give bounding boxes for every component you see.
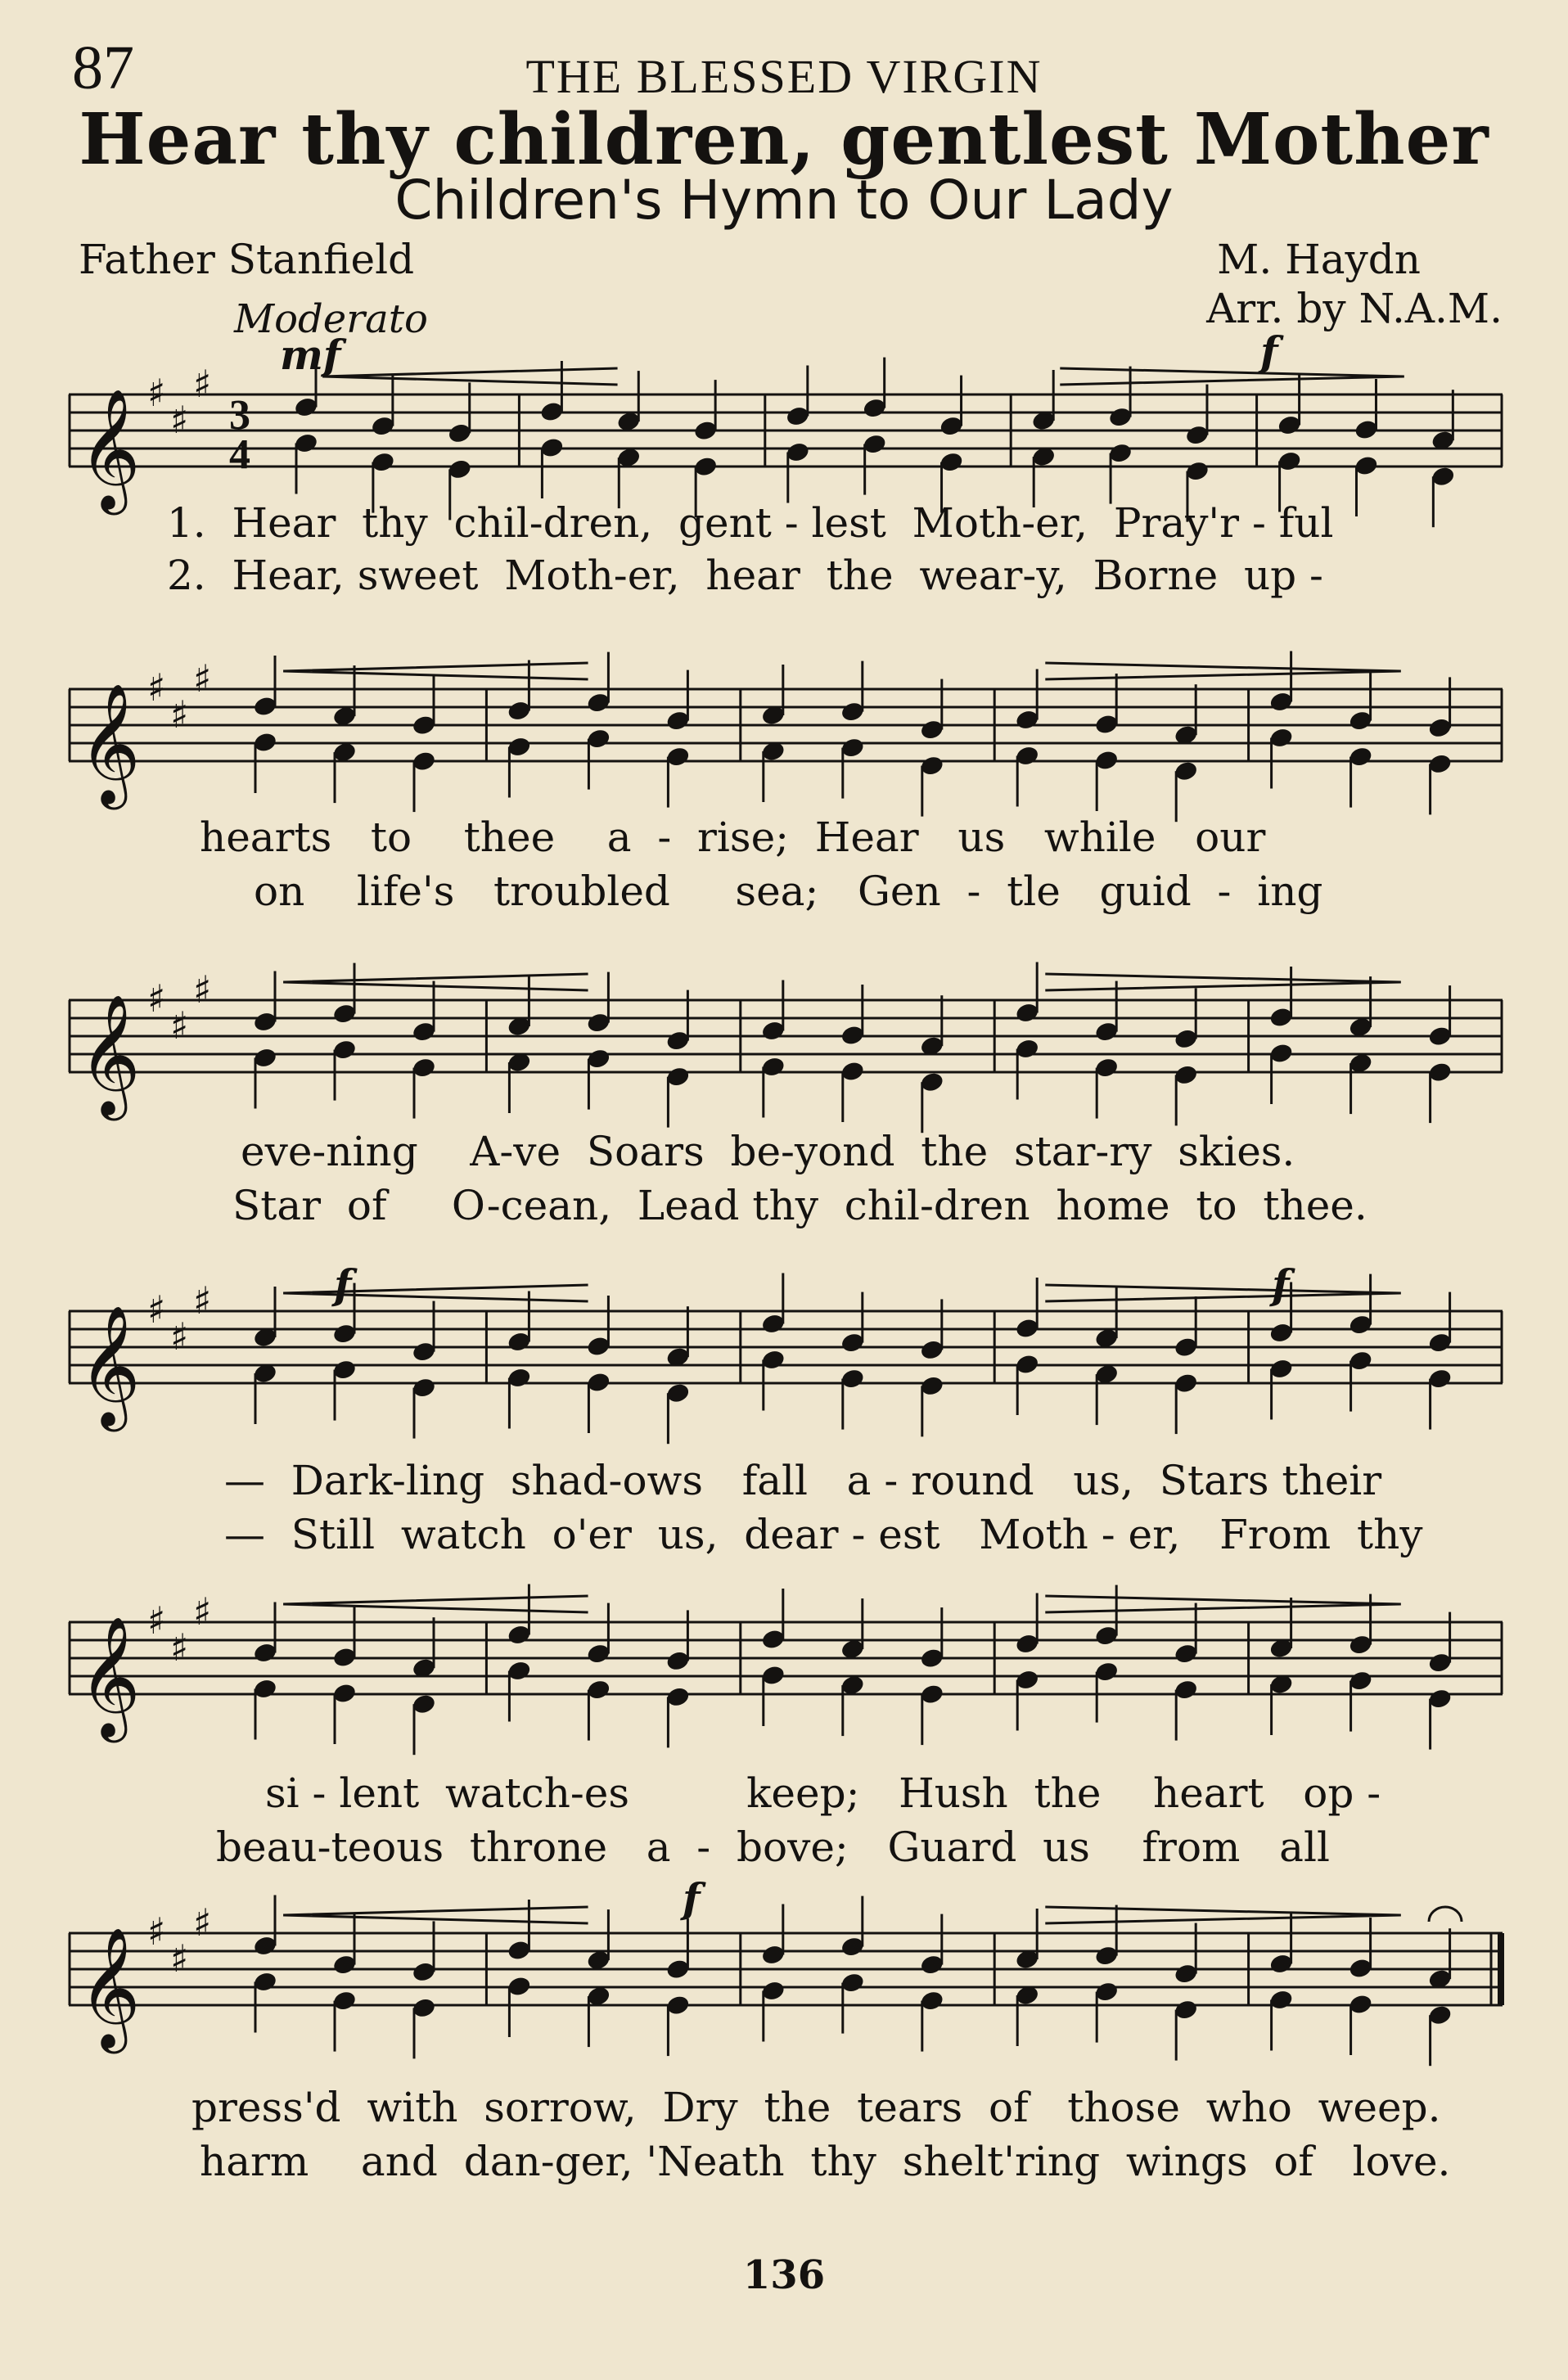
sharp-icon: ♯ xyxy=(193,1278,212,1323)
decrescendo-hairpin-icon xyxy=(1060,368,1404,385)
time-signature-top: 3 xyxy=(229,392,250,439)
crescendo-hairpin-icon xyxy=(283,974,588,990)
lyric-line-verse-2: 2. Hear, sweet Moth-er, hear the wear-y, Borne up - xyxy=(167,552,1323,599)
crescendo-hairpin-icon xyxy=(283,1907,588,1923)
sharp-icon: ♯ xyxy=(170,398,189,442)
sharp-icon: ♯ xyxy=(170,1314,189,1359)
music-system-2 xyxy=(69,638,1503,917)
sharp-icon: ♯ xyxy=(147,371,166,415)
sharp-icon: ♯ xyxy=(147,1909,166,1954)
music-system-3 xyxy=(69,949,1503,1228)
treble-clef-icon: 𝄞 xyxy=(79,1927,141,2049)
crescendo-hairpin-icon xyxy=(283,663,588,679)
hymn-title: Hear thy children, gentlest Mother xyxy=(79,98,1489,181)
crescendo-hairpin-icon xyxy=(283,1596,588,1612)
lyric-line-verse-1: press'd with sorrow, Dry the tears of those who weep. xyxy=(191,2084,1441,2131)
hymn-number: 87 xyxy=(72,34,134,102)
sharp-icon: ♯ xyxy=(147,1598,166,1643)
dynamic-mf: mf xyxy=(280,331,341,379)
sharp-icon: ♯ xyxy=(193,967,212,1012)
arranger-credit: Arr. by N.A.M. xyxy=(1206,285,1503,332)
hymn-subtitle: Children's Hymn to Our Lady xyxy=(394,169,1174,232)
lyric-line-verse-1: eve-ning A-ve Soars be-yond the star-ry skies. xyxy=(241,1128,1295,1175)
dynamic-forte: f xyxy=(683,1874,701,1922)
sharp-icon: ♯ xyxy=(147,1287,166,1332)
category-heading: THE BLESSED VIRGIN xyxy=(525,50,1043,103)
lyric-line-verse-1: hearts to thee a - rise; Hear us while our xyxy=(200,814,1266,861)
decrescendo-hairpin-icon xyxy=(1045,1285,1401,1301)
music-system-1 xyxy=(69,344,1503,622)
sharp-icon: ♯ xyxy=(147,665,166,710)
decrescendo-hairpin-icon xyxy=(1045,1907,1401,1923)
tempo-marking: Moderato xyxy=(234,296,428,342)
sharp-icon: ♯ xyxy=(170,692,189,737)
lyric-line-verse-1: si - lent watch-es keep; Hush the heart op - xyxy=(265,1769,1381,1817)
lyric-line-verse-2: beau-teous throne a - bove; Guard us from all xyxy=(216,1823,1330,1871)
sharp-icon: ♯ xyxy=(193,656,212,701)
decrescendo-hairpin-icon xyxy=(1045,663,1401,679)
time-signature-bottom: 4 xyxy=(229,431,250,478)
crescendo-hairpin-icon xyxy=(322,368,617,385)
treble-clef-icon: 𝄞 xyxy=(79,388,141,510)
sharp-icon: ♯ xyxy=(193,1900,212,1945)
music-system-6 xyxy=(69,1882,1503,2193)
fermata-icon xyxy=(1429,1907,1462,1922)
staff-5 xyxy=(69,1571,1503,1768)
music-system-5 xyxy=(69,1571,1503,1871)
decrescendo-hairpin-icon xyxy=(1045,1596,1401,1612)
treble-clef-icon: 𝄞 xyxy=(79,683,141,805)
sharp-icon: ♯ xyxy=(147,976,166,1021)
lyric-line-verse-2: on life's troubled sea; Gen - tle guid - ing xyxy=(254,868,1323,915)
treble-clef-icon: 𝄞 xyxy=(79,994,141,1116)
dynamic-forte: f xyxy=(1272,1260,1290,1309)
staff-2 xyxy=(69,638,1503,835)
lyric-line-verse-1: — Dark-ling shad-ows fall a - round us, Stars their xyxy=(224,1457,1382,1504)
crescendo-hairpin-icon xyxy=(283,1285,588,1301)
staff-3 xyxy=(69,949,1503,1146)
staff-6 xyxy=(69,1882,1503,2079)
final-barline-thick xyxy=(1498,1933,1504,2005)
sharp-icon: ♯ xyxy=(170,1625,189,1670)
sharp-icon: ♯ xyxy=(193,1589,212,1634)
lyric-line-verse-2: — Still watch o'er us, dear - est Moth - er, From thy xyxy=(224,1511,1423,1558)
lyric-line-verse-2: Star of O-cean, Lead thy chil-dren home to thee. xyxy=(232,1182,1367,1229)
author-credit: Father Stanfield xyxy=(79,236,415,283)
sharp-icon: ♯ xyxy=(170,1003,189,1048)
sharp-icon: ♯ xyxy=(170,1936,189,1981)
page-number: 136 xyxy=(742,2252,826,2298)
composer-credit: M. Haydn xyxy=(1217,236,1421,283)
lyric-line-verse-1: 1. Hear thy chil-dren, gent - lest Moth-er, Pray'r - ful xyxy=(167,499,1334,547)
dynamic-forte: f xyxy=(1260,327,1278,376)
sharp-icon: ♯ xyxy=(193,362,212,406)
decrescendo-hairpin-icon xyxy=(1045,974,1401,990)
lyric-line-verse-2: harm and dan-ger, 'Neath thy shelt'ring wings of love. xyxy=(200,2138,1451,2185)
dynamic-forte: f xyxy=(334,1260,352,1309)
treble-clef-icon: 𝄞 xyxy=(79,1305,141,1427)
treble-clef-icon: 𝄞 xyxy=(79,1616,141,1738)
